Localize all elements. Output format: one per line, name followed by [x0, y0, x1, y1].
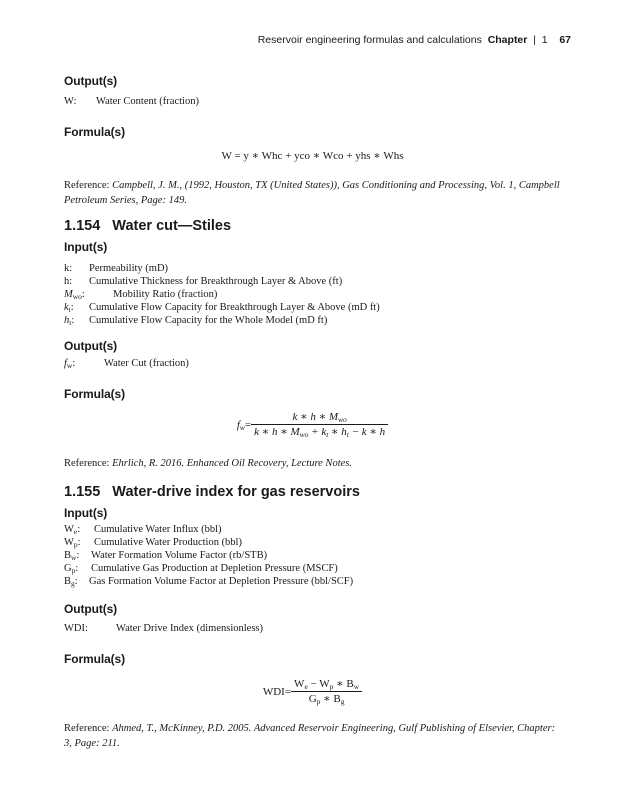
formula-denominator: k ∗ h ∗ $M_{wo} + k_t$ ∗ $h_t - k$ ∗ h — [254, 426, 386, 439]
output-symbol: W: — [64, 96, 77, 107]
input-desc: Cumulative Thickness for Breakthrough Layer & Above (ft) — [89, 276, 343, 287]
input-row — [64, 302, 380, 313]
reference-text: Campbell, J. M., (1992, Houston, TX (United States)), Gas Conditioning and Processing, Vol. 1, Campbell Petroleum Series, Page: 149. — [64, 180, 560, 206]
reference-paragraph — [64, 457, 564, 472]
formula-denominator: $G_p$ ∗ $B_g$ — [308, 693, 345, 706]
formula-heading: Formula(s) — [64, 125, 126, 139]
input-desc: Cumulative Water Production (bbl) — [94, 537, 242, 548]
input-heading: Input(s) — [64, 240, 108, 254]
formula-fraction — [291, 677, 362, 707]
output-symbol: WDI: — [64, 623, 88, 634]
output-row — [64, 96, 199, 107]
input-symbol: k: — [64, 263, 73, 274]
input-row — [64, 289, 217, 300]
input-symbol: h: — [64, 276, 73, 287]
output-heading: Output(s) — [64, 74, 118, 88]
output-row — [64, 358, 189, 369]
reference-paragraph — [64, 722, 564, 751]
input-desc: Cumulative Gas Production at Depletion Pressure (MSCF) — [91, 563, 338, 574]
input-symbol: $k_t$: — [64, 302, 74, 314]
input-symbol: $B_g$: — [64, 576, 78, 588]
formula-numerator: k ∗ h ∗ $M_{wo}$ — [251, 410, 388, 425]
reference-label: Reference: — [64, 723, 110, 734]
formula-lhs: WDI — [262, 686, 285, 698]
reference-text: Ahmed, T., McKinney, P.D. 2005. Advanced Reservoir Engineering, Gulf Publishing of Elsevier, Chapter: 3, Page: 211. — [64, 723, 556, 749]
output-row — [64, 623, 263, 634]
reference-label: Reference: — [64, 458, 110, 469]
input-row — [64, 276, 342, 287]
reference-text: Ehrlich, R. 2016. Enhanced Oil Recovery, Lecture Notes. — [112, 458, 352, 469]
formula-fraction — [251, 410, 388, 440]
input-desc: Gas Formation Volume Factor at Depletion Pressure (bbl/SCF) — [89, 576, 354, 587]
reference-label: Reference: — [64, 180, 110, 191]
page-number: 67 — [559, 34, 571, 46]
input-symbol: $B_w$: — [64, 550, 80, 562]
section-heading — [64, 484, 360, 500]
input-row — [64, 550, 267, 561]
input-desc: Permeability (mD) — [89, 263, 169, 274]
input-symbol: $M_{wo}$: — [64, 289, 85, 301]
input-row — [64, 563, 338, 574]
input-desc: Cumulative Flow Capacity for the Whole Model (mD ft) — [89, 315, 328, 326]
formula-lhs: $f_w$ — [236, 419, 245, 432]
input-desc: Mobility Ratio (fraction) — [113, 289, 218, 300]
formula-heading: Formula(s) — [64, 652, 126, 666]
input-desc: Cumulative Water Influx (bbl) — [94, 524, 222, 535]
output-desc: Water Drive Index (dimensionless) — [116, 623, 263, 634]
water-cut-formula: $f_w=$ $\frac{k ∗ h ∗ M_{wo}}{k ∗ h ∗ M_{wo} + k_t ∗ h_t - k ∗ h}$ — [0, 410, 625, 440]
header-separator: | — [533, 34, 536, 46]
input-symbol: $W_p$: — [64, 537, 81, 549]
output-heading: Output(s) — [64, 602, 118, 616]
input-symbol: $h_t$: — [64, 315, 75, 327]
section-title: Water-drive index for gas reservoirs — [112, 484, 360, 500]
output-heading: Output(s) — [64, 339, 118, 353]
section-title: Water cut—Stiles — [112, 218, 232, 234]
input-row — [64, 537, 242, 548]
input-symbol: $G_p$: — [64, 563, 79, 575]
input-desc: Water Formation Volume Factor (rb/STB) — [91, 550, 268, 561]
chapter-label: Chapter — [487, 34, 528, 46]
output-symbol: $f_w$: — [64, 358, 76, 370]
section-heading — [64, 218, 231, 234]
output-desc: Water Content (fraction) — [96, 96, 199, 107]
output-desc: Water Cut (fraction) — [104, 358, 189, 369]
running-header — [258, 34, 571, 46]
formula-numerator: $W_e - W_p$ ∗ $B_w$ — [291, 677, 362, 692]
chapter-number: 1 — [541, 34, 548, 46]
running-title: Reservoir engineering formulas and calculations — [257, 34, 482, 46]
input-row — [64, 263, 168, 274]
formula-heading: Formula(s) — [64, 387, 126, 401]
input-desc: Cumulative Flow Capacity for Breakthrough Layer & Above (mD ft) — [89, 302, 380, 313]
reference-paragraph — [64, 179, 564, 208]
water-content-formula: W = y ∗ Whc + yco ∗ Wco + yhs ∗ Whs — [221, 150, 404, 162]
input-row — [64, 524, 222, 535]
section-number: 1.154 — [64, 218, 101, 234]
section-number: 1.155 — [64, 484, 101, 500]
input-symbol: $W_e$: — [64, 524, 81, 536]
input-row — [64, 315, 327, 326]
input-row — [64, 576, 353, 587]
input-heading: Input(s) — [64, 506, 108, 520]
water-drive-index-formula: WDI= $\frac{W_e - W_p ∗ B_w}{G_p ∗ B_g}$ — [0, 677, 625, 707]
